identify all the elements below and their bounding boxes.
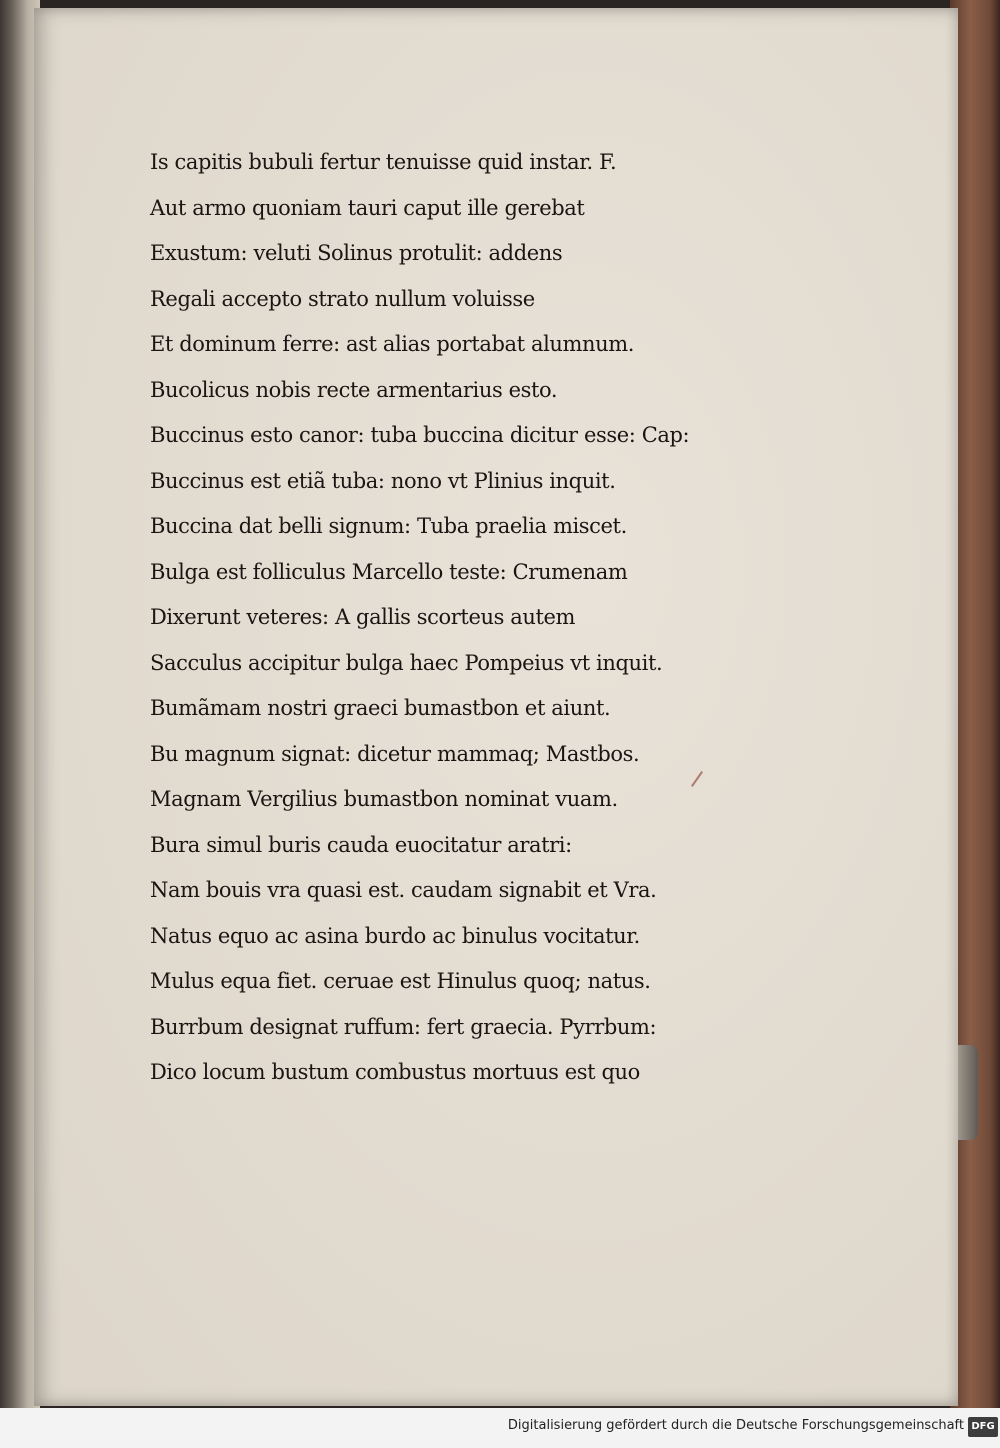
show-through-text	[748, 138, 908, 183]
text-line: Aut armo quoniam tauri caput ille gerebat	[150, 195, 585, 220]
text-line: Bura simul buris cauda euocitatur aratri:	[150, 832, 572, 857]
text-line: Bucolicus nobis recte armentarius esto.	[150, 377, 558, 402]
text-line: Magnam Vergilius bumastbon nominat vuam.	[150, 787, 618, 811]
text-line: Burrbum designat ruffum: fert graecia. Pyrrbum:	[150, 1014, 657, 1039]
book-page	[34, 8, 958, 1406]
text-line: Bulga est folliculus Marcello teste: Crumenam	[150, 559, 628, 584]
text-line: Mulus equa fiet. ceruae est Hinulus quoq; natus.	[150, 969, 651, 993]
funding-credit: Digitalisierung gefördert durch die Deutsche Forschungsgemeinschaft	[507, 1418, 964, 1433]
text-line: Et dominum ferre: ast alias portabat alumnum.	[150, 332, 635, 356]
text-line: Is capitis bubuli fertur tenuisse quid instar. F.	[150, 150, 617, 174]
text-line: Dixerunt veteres: A gallis scorteus autem	[150, 605, 576, 629]
text-line: Sacculus accipitur bulga haec Pompeius vt inquit.	[150, 650, 663, 675]
text-line: Bu magnum signat: dicetur mammaq; Mastbos.	[150, 741, 640, 766]
text-line: Buccinus esto canor: tuba buccina dicitur esse: Cap:	[150, 423, 690, 447]
page-text	[150, 140, 750, 1096]
text-line: Dico locum bustum combustus mortuus est quo	[150, 1060, 640, 1084]
text-line: Buccinus est etiã tuba: nono vt Plinius inquit.	[150, 468, 616, 493]
text-line: Buccina dat belli signum: Tuba praelia miscet.	[150, 514, 627, 538]
footer-bar	[0, 1408, 1000, 1448]
text-line: Nam bouis vra quasi est. caudam signabit et Vra.	[150, 878, 657, 902]
dfg-logo: DFG	[968, 1417, 998, 1437]
text-line: Bumãmam nostri graeci bumastbon et aiunt.	[150, 696, 611, 720]
text-line: Regali accepto strato nullum voluisse	[150, 286, 535, 311]
text-line: Natus equo ac asina burdo ac binulus vocitatur.	[150, 923, 640, 948]
text-line: Exustum: veluti Solinus protulit: addens	[150, 241, 563, 265]
